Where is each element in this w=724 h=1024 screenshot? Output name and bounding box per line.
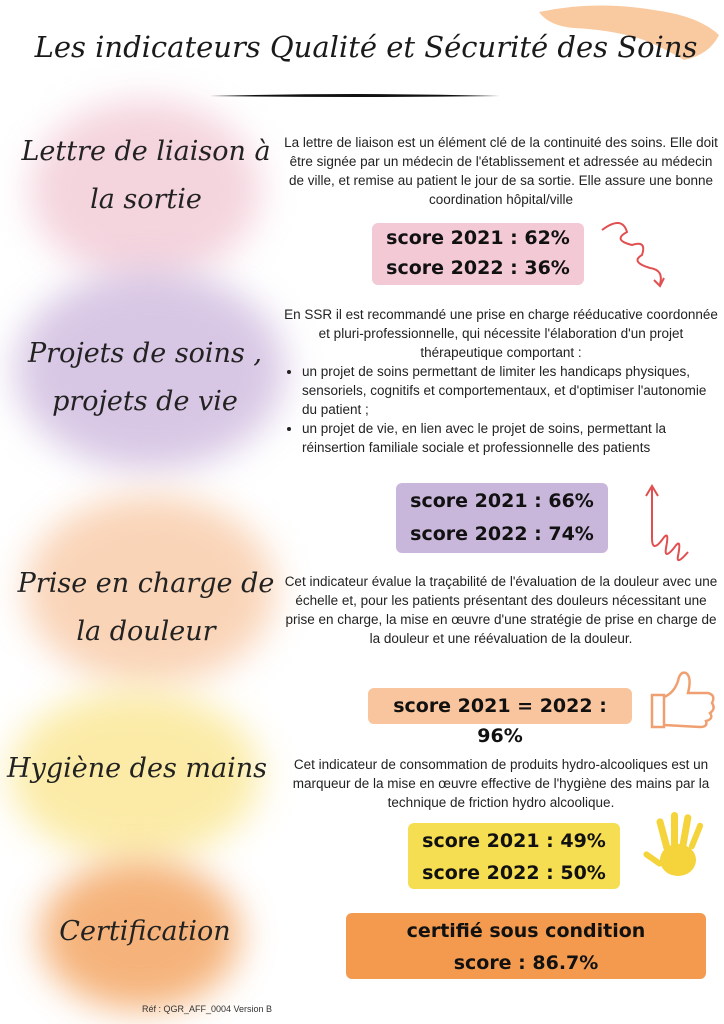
document-reference: Réf : QGR_AFF_0004 Version B: [142, 1004, 273, 1014]
section-title-douleur: Prise en charge de la douleur: [17, 568, 275, 647]
score-douleur: score 2021 = 2022 : 96%: [393, 695, 607, 747]
score-hygiene: score 2021 : 49% score 2022 : 50%: [422, 830, 606, 884]
section-text-projets: En SSR il est recommandé une prise en charge rééducative coordonnée et pluri-professionnelle, qui nécessite l'élaboration d'un projet thérapeutique comportant : • un projet de soins permettant de limiter les handicaps physiques, sensoriels, cognitifs et comportementaux, et d'optimiser l'autonomie du patient ; • un projet de vie, en lien avec le projet de soins, permettant la réinsertion familiale sociale et professionnelle des patients: [282, 305, 720, 457]
section-title-hygiene: Hygiène des mains: [7, 753, 267, 784]
score-certification: certifié sous condition score : 86.7%: [406, 920, 646, 974]
page-title: Les indicateurs Qualité et Sécurité des Soins: [34, 30, 698, 64]
red-spring-arrow-icon: [640, 478, 700, 568]
section-text-lettre-liaison: La lettre de liaison est un élément clé de la continuité des soins. Elle doit être signée par un médecin de l'établissement et adressée au médecin de ville, et remise au patient le jour de sa sortie. Elle assure une bonne coordination hôpital/ville: [284, 135, 718, 207]
yellow-hand-print-icon: [640, 808, 720, 888]
section-title-projets: Projets de soins , projets de vie: [28, 338, 262, 417]
section-title-certification: Certification: [59, 916, 231, 947]
score-lettre-liaison: score 2021 : 62% score 2022 : 36%: [386, 227, 570, 279]
score-projets: score 2021 : 66% score 2022 : 74%: [410, 490, 594, 545]
title-underline-stroke: [210, 93, 500, 99]
red-squiggle-arrow-icon: [592, 210, 672, 290]
section-text-douleur: Cet indicateur évalue la traçabilité de l'évaluation de la douleur avec une échelle et, pour les patients présentant des douleurs nécessitant une prise en charge, la mise en œuvre d'une stratégie de prise en charge de la douleur et une réévaluation de la douleur.: [284, 574, 718, 646]
section-text-hygiene: Cet indicateur de consommation de produits hydro-alcooliques est un marqueur de la mise en œuvre effective de l'hygiène des mains par la technique de friction hydro alcoolique.: [292, 757, 710, 810]
thumbs-up-icon: [646, 665, 718, 735]
projets-bullet-list: [282, 362, 720, 457]
list-item: • un projet de soins permettant de limiter les handicaps physiques, sensoriels, cognitifs et comportementaux, et d'optimiser l'autonomie du patient ;: [302, 362, 720, 419]
section-title-lettre-liaison: Lettre de liaison à la sortie: [21, 136, 271, 215]
list-item: • un projet de vie, en lien avec le projet de soins, permettant la réinsertion familiale sociale et professionnelle des patients: [302, 419, 720, 457]
